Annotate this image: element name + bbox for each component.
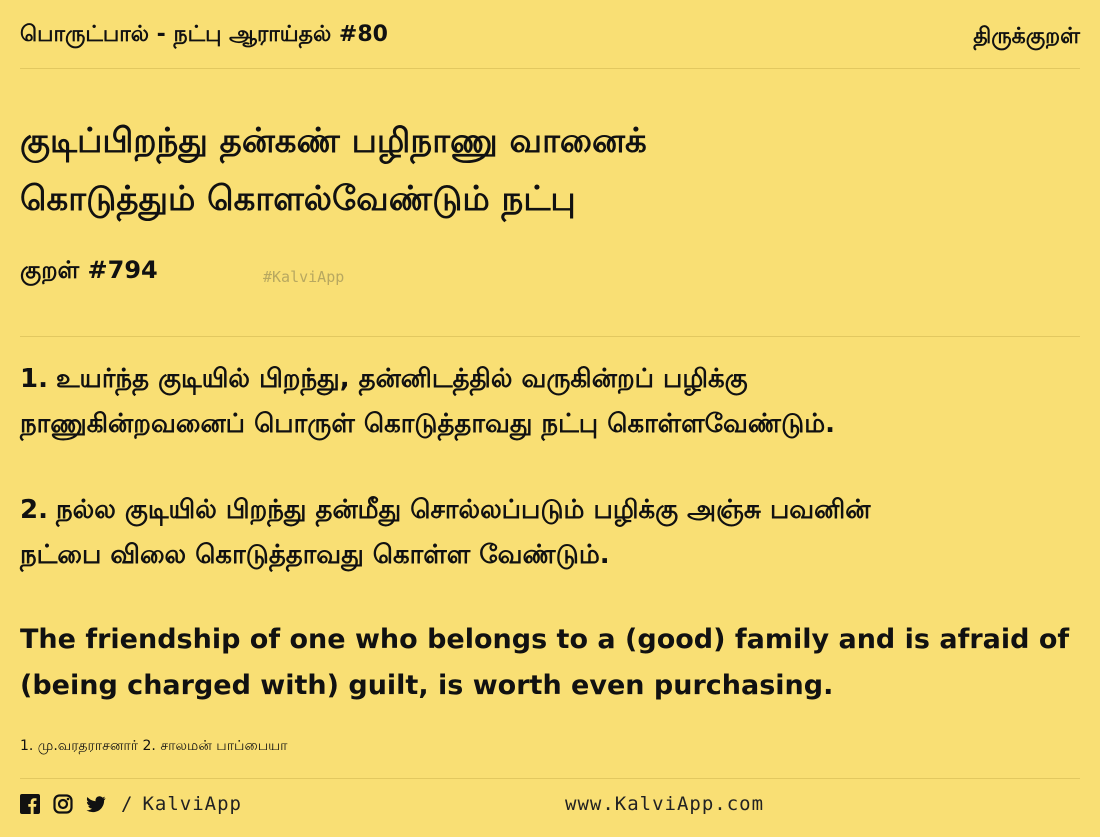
footer: [20, 778, 1080, 829]
kural-line-2: கொடுத்தும் கொளல்வேண்டும் நட்பு: [20, 179, 576, 219]
english-translation: [20, 617, 1080, 709]
kural-line-1: குடிப்பிறந்து தன்கண் பழிநாணு வானைக்: [20, 121, 647, 161]
book-title: திருக்குறள்: [973, 24, 1080, 49]
kural-text: [20, 112, 1080, 228]
meaning-line: நல்ல குடியில் பிறந்து தன்மீது சொல்லப்படும் பழிக்கு அஞ்சு பவனின்: [55, 495, 871, 525]
instagram-icon[interactable]: [53, 794, 73, 814]
separator: /: [121, 793, 133, 815]
meaning-2: [20, 488, 1080, 578]
chapter-title: பொருட்பால் - நட்பு ஆராய்தல் #80: [20, 22, 388, 47]
kural-number: குறள் #794: [20, 256, 158, 284]
credits: 1. மு.வரதராசனார் 2. சாலமன் பாப்பையா: [20, 738, 288, 754]
facebook-icon[interactable]: [20, 794, 40, 814]
twitter-icon[interactable]: [86, 794, 106, 814]
meaning-line: நாணுகின்றவனைப் பொருள் கொடுத்தாவது நட்பு கொள்ளவேண்டும்.: [20, 409, 836, 439]
social-handle[interactable]: KalviApp: [142, 793, 242, 815]
kural-meta: [20, 256, 1080, 337]
meaning-1: [20, 357, 1080, 447]
meaning-line: உயர்ந்த குடியில் பிறந்து, தன்னிடத்தில் வருகின்றப் பழிக்கு: [55, 364, 748, 394]
website-link[interactable]: www.KalviApp.com: [565, 793, 765, 815]
meaning-number: 1.: [20, 364, 48, 394]
meaning-number: 2.: [20, 495, 48, 525]
header: [20, 22, 1080, 69]
hashtag-watermark: #KalviApp: [263, 268, 345, 286]
english-line: The friendship of one who belongs to a (good) family and is afraid of: [20, 624, 1070, 655]
meaning-line: நட்பை விலை கொடுத்தாவது கொள்ள வேண்டும்.: [20, 540, 610, 570]
english-line: (being charged with) guilt, is worth even purchasing.: [20, 670, 834, 701]
social-links: [20, 793, 242, 815]
